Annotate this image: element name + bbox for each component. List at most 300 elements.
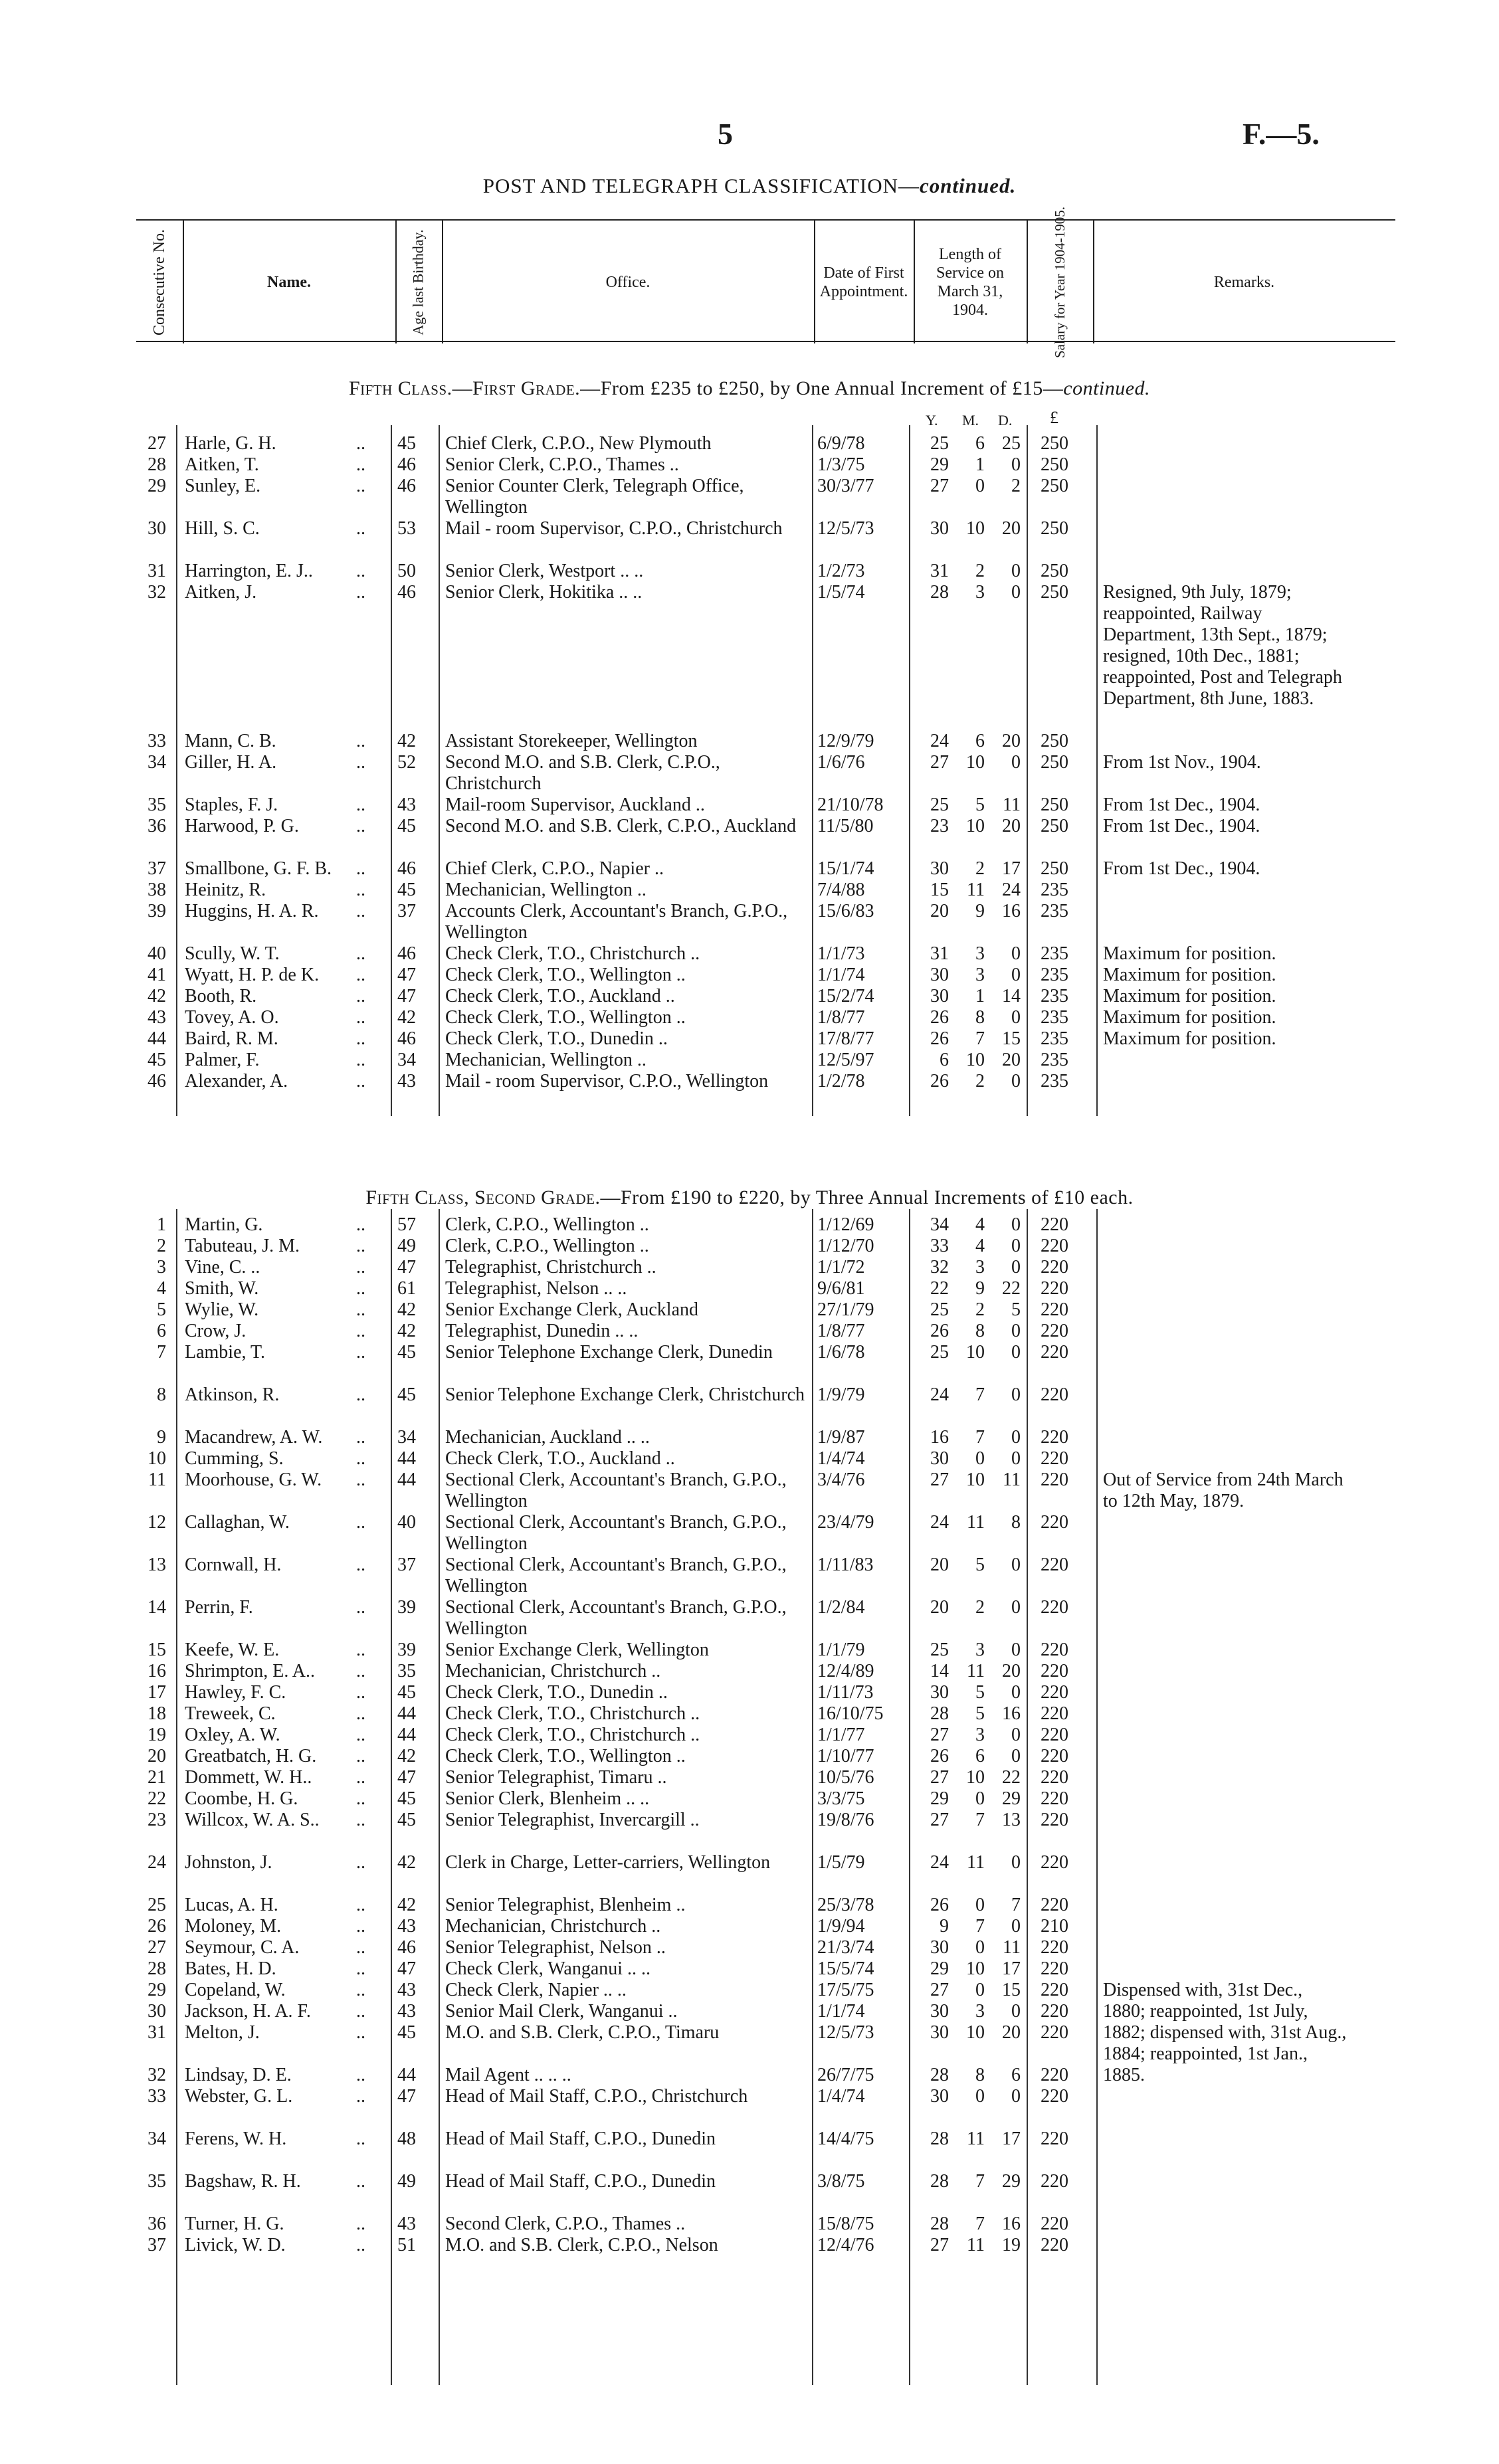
age: 46	[397, 943, 416, 964]
service-months: 10	[966, 1958, 985, 1979]
employee-name: Booth, R.	[185, 986, 257, 1006]
unit-years: Y.	[926, 412, 938, 428]
employee-name: Treweek, C.	[185, 1703, 276, 1724]
service-months: 11	[967, 1852, 985, 1873]
service-months: 6	[975, 731, 985, 751]
service-days: 0	[1011, 1384, 1021, 1405]
age: 46	[397, 582, 416, 603]
table-row	[0, 2022, 1499, 2065]
employee-name: Harle, G. H.	[185, 433, 276, 454]
employee-name: Alexander, A.	[185, 1071, 288, 1091]
page-title	[0, 174, 1499, 198]
service-days: 0	[1011, 1682, 1021, 1703]
service-months: 7	[975, 1916, 985, 1937]
service-years: 6	[940, 1050, 949, 1070]
leader-dots: ..	[356, 518, 365, 539]
service-days: 0	[1011, 1427, 1021, 1448]
consecutive-number: 36	[148, 816, 166, 836]
first-appointment-date: 14/4/75	[817, 2129, 874, 2149]
service-days: 0	[1011, 965, 1021, 985]
remarks: Maximum for position.	[1103, 1007, 1276, 1028]
service-years: 30	[930, 986, 949, 1006]
consecutive-number: 44	[148, 1028, 166, 1049]
age: 44	[397, 1448, 416, 1469]
age: 46	[397, 1028, 416, 1049]
leader-dots: ..	[356, 1512, 365, 1533]
service-days: 29	[1002, 2171, 1021, 2192]
service-months: 10	[966, 1767, 985, 1788]
employee-name: Harrington, E. J..	[185, 561, 313, 581]
service-days: 0	[1011, 582, 1021, 603]
service-years: 26	[930, 1028, 949, 1049]
age: 43	[397, 1071, 416, 1091]
remarks: Dispensed with, 31st Dec., 1880; reappointed, 1st July, 1882; dispensed with, 31st Aug., 1884; reappointed, 1st Jan., 1885.	[1103, 1980, 1347, 2085]
leader-dots: ..	[356, 2214, 365, 2234]
first-appointment-date: 21/10/78	[817, 795, 884, 815]
consecutive-number: 33	[148, 731, 166, 751]
section-heading-second-grade	[0, 1186, 1499, 1209]
table-row	[0, 1321, 1499, 1342]
office: Sectional Clerk, Accountant's Branch, G.P.O., Wellington	[445, 1512, 787, 1554]
salary: 220	[1041, 1661, 1068, 1681]
service-days: 17	[1002, 2129, 1021, 2149]
service-days: 6	[1011, 2065, 1021, 2085]
office: Senior Telegraphist, Blenheim ..	[445, 1895, 686, 1915]
employee-name: Cornwall, H.	[185, 1555, 282, 1575]
service-years: 27	[930, 752, 949, 773]
consecutive-number: 31	[148, 2022, 166, 2043]
service-days: 11	[1003, 1469, 1021, 1490]
first-appointment-date: 1/9/79	[817, 1384, 865, 1405]
table-row	[0, 1937, 1499, 1958]
age: 44	[397, 1725, 416, 1745]
leader-dots: ..	[356, 943, 365, 964]
employee-name: Bates, H. D.	[185, 1958, 276, 1979]
remarks: From 1st Dec., 1904.	[1103, 858, 1260, 879]
office: Mail - room Supervisor, C.P.O., Christchurch	[445, 518, 783, 539]
age: 46	[397, 1937, 416, 1958]
office: Head of Mail Staff, C.P.O., Christchurch	[445, 2086, 748, 2107]
page-number: 5	[718, 117, 733, 151]
employee-name: Cumming, S.	[185, 1448, 284, 1469]
service-years: 27	[930, 2235, 949, 2255]
employee-name: Tabuteau, J. M.	[185, 1236, 300, 1256]
service-months: 11	[967, 2129, 985, 2149]
office: Senior Clerk, Blenheim .. ..	[445, 1788, 650, 1809]
salary: 235	[1041, 880, 1068, 900]
service-years: 27	[930, 1725, 949, 1745]
service-years: 31	[930, 561, 949, 581]
salary: 220	[1041, 2086, 1068, 2107]
leader-dots: ..	[356, 2001, 365, 2022]
office: Mail - room Supervisor, C.P.O., Wellington	[445, 1071, 769, 1091]
service-years: 24	[930, 1512, 949, 1533]
consecutive-number: 4	[157, 1278, 166, 1299]
employee-name: Copeland, W.	[185, 1980, 286, 2000]
consecutive-number: 6	[157, 1321, 166, 1341]
table-row	[0, 1071, 1499, 1113]
consecutive-number: 35	[148, 795, 166, 815]
salary: 235	[1041, 965, 1068, 985]
section-grade: Fifth Class, Second Grade.	[365, 1186, 601, 1208]
consecutive-number: 3	[157, 1257, 166, 1278]
service-months: 0	[975, 1895, 985, 1915]
service-months: 3	[975, 965, 985, 985]
salary: 220	[1041, 2001, 1068, 2022]
first-appointment-date: 1/5/79	[817, 1852, 865, 1873]
consecutive-number: 35	[148, 2171, 166, 2192]
service-years: 30	[930, 2022, 949, 2043]
service-days: 11	[1003, 795, 1021, 815]
consecutive-number: 39	[148, 901, 166, 921]
employee-name: Hill, S. C.	[185, 518, 260, 539]
employee-name: Atkinson, R.	[185, 1384, 280, 1405]
salary: 220	[1041, 1746, 1068, 1766]
service-years: 14	[930, 1661, 949, 1681]
office: Mechanician, Auckland .. ..	[445, 1427, 650, 1448]
age: 49	[397, 1236, 416, 1256]
employee-name: Greatbatch, H. G.	[185, 1746, 317, 1766]
leader-dots: ..	[356, 454, 365, 475]
office: Clerk, C.P.O., Wellington ..	[445, 1214, 649, 1235]
consecutive-number: 21	[148, 1767, 166, 1788]
table-row	[0, 1050, 1499, 1071]
salary: 220	[1041, 1555, 1068, 1575]
salary: 250	[1041, 582, 1068, 603]
service-months: 10	[966, 1469, 985, 1490]
consecutive-number: 38	[148, 880, 166, 900]
age: 44	[397, 2065, 416, 2085]
service-days: 0	[1011, 454, 1021, 475]
first-appointment-date: 12/5/97	[817, 1050, 874, 1070]
salary: 220	[1041, 1682, 1068, 1703]
salary: 220	[1041, 1767, 1068, 1788]
service-months: 7	[975, 1384, 985, 1405]
office: Check Clerk, Wanganui .. ..	[445, 1958, 651, 1979]
salary: 220	[1041, 2065, 1068, 2085]
age: 42	[397, 1299, 416, 1320]
leader-dots: ..	[356, 1342, 365, 1363]
first-appointment-date: 15/8/75	[817, 2214, 874, 2234]
table-row	[0, 752, 1499, 795]
first-appointment-date: 1/10/77	[817, 1746, 874, 1766]
service-months: 4	[975, 1236, 985, 1256]
age: 43	[397, 1980, 416, 2000]
table-row	[0, 795, 1499, 816]
salary: 250	[1041, 433, 1068, 454]
age: 45	[397, 433, 416, 454]
first-appointment-date: 1/1/77	[817, 1725, 865, 1745]
service-years: 24	[930, 731, 949, 751]
office: Telegraphist, Christchurch ..	[445, 1257, 656, 1278]
leader-dots: ..	[356, 1746, 365, 1766]
employee-name: Melton, J.	[185, 2022, 260, 2043]
salary: 220	[1041, 1384, 1068, 1405]
service-days: 0	[1011, 752, 1021, 773]
salary: 250	[1041, 518, 1068, 539]
age: 34	[397, 1427, 416, 1448]
consecutive-number: 37	[148, 2235, 166, 2255]
salary: 235	[1041, 1028, 1068, 1049]
first-appointment-date: 19/8/76	[817, 1810, 874, 1830]
employee-name: Perrin, F.	[185, 1597, 253, 1618]
office: Clerk, C.P.O., Wellington ..	[445, 1236, 649, 1256]
age: 43	[397, 1916, 416, 1937]
service-days: 16	[1002, 901, 1021, 921]
service-years: 25	[930, 433, 949, 454]
service-days: 20	[1002, 1050, 1021, 1070]
age: 37	[397, 901, 416, 921]
first-appointment-date: 1/2/78	[817, 1071, 865, 1091]
service-months: 8	[975, 1007, 985, 1028]
consecutive-number: 45	[148, 1050, 166, 1070]
service-months: 3	[975, 1725, 985, 1745]
office: Senior Mail Clerk, Wanganui ..	[445, 2001, 678, 2022]
service-days: 0	[1011, 561, 1021, 581]
office: Senior Exchange Clerk, Auckland	[445, 1299, 699, 1320]
consecutive-number: 33	[148, 2086, 166, 2107]
service-days: 8	[1011, 1512, 1021, 1533]
leader-dots: ..	[356, 2086, 365, 2107]
salary: 220	[1041, 1958, 1068, 1979]
age: 42	[397, 1007, 416, 1028]
table-row	[0, 1427, 1499, 1448]
service-days: 0	[1011, 1257, 1021, 1278]
salary: 220	[1041, 1469, 1068, 1490]
service-months: 7	[975, 1427, 985, 1448]
first-appointment-date: 1/12/70	[817, 1236, 874, 1256]
service-years: 29	[930, 1958, 949, 1979]
service-days: 17	[1002, 1958, 1021, 1979]
service-months: 2	[975, 1299, 985, 1320]
leader-dots: ..	[356, 1469, 365, 1490]
employee-name: Vine, C. ..	[185, 1257, 260, 1278]
employee-name: Jackson, H. A. F.	[185, 2001, 311, 2022]
service-days: 20	[1002, 518, 1021, 539]
service-years: 33	[930, 1236, 949, 1256]
office: Senior Counter Clerk, Telegraph Office, Wellington	[445, 476, 744, 518]
office: Second M.O. and S.B. Clerk, C.P.O., Christchurch	[445, 752, 720, 794]
employee-name: Huggins, H. A. R.	[185, 901, 319, 921]
service-years: 30	[930, 2001, 949, 2022]
service-months: 0	[975, 1980, 985, 2000]
leader-dots: ..	[356, 2022, 365, 2043]
service-years: 28	[930, 2214, 949, 2234]
salary: 235	[1041, 1071, 1068, 1091]
leader-dots: ..	[356, 1810, 365, 1830]
office: Mechanician, Christchurch ..	[445, 1661, 661, 1681]
service-months: 10	[966, 1342, 985, 1363]
leader-dots: ..	[356, 1980, 365, 2000]
table-row	[0, 858, 1499, 880]
office: Assistant Storekeeper, Wellington	[445, 731, 698, 751]
service-days: 25	[1002, 433, 1021, 454]
table-row	[0, 816, 1499, 858]
salary: 220	[1041, 1852, 1068, 1873]
remarks: From 1st Dec., 1904.	[1103, 816, 1260, 836]
salary: 220	[1041, 1810, 1068, 1830]
salary: 250	[1041, 454, 1068, 475]
office: Mail Agent .. .. ..	[445, 2065, 571, 2085]
salary: 235	[1041, 943, 1068, 964]
first-appointment-date: 3/8/75	[817, 2171, 865, 2192]
service-months: 0	[975, 476, 985, 496]
service-years: 30	[930, 2086, 949, 2107]
service-months: 11	[967, 880, 985, 900]
section-text: —From £235 to £250, by One Annual Increment of £15—	[580, 377, 1064, 399]
consecutive-number: 14	[148, 1597, 166, 1618]
employee-name: Aitken, J.	[185, 582, 257, 603]
service-days: 0	[1011, 1007, 1021, 1028]
employee-name: Harwood, P. G.	[185, 816, 299, 836]
age: 45	[397, 1788, 416, 1809]
section-grade: Fifth Class.—First Grade.	[348, 377, 581, 399]
table-row	[0, 1788, 1499, 1810]
table-row	[0, 1236, 1499, 1257]
employee-name: Wyatt, H. P. de K.	[185, 965, 320, 985]
service-months: 0	[975, 1788, 985, 1809]
first-appointment-date: 17/5/75	[817, 1980, 874, 2000]
consecutive-number: 34	[148, 2129, 166, 2149]
table-row	[0, 2171, 1499, 2214]
age: 39	[397, 1640, 416, 1660]
table-row	[0, 1597, 1499, 1640]
service-days: 0	[1011, 1597, 1021, 1618]
salary: 220	[1041, 2235, 1068, 2255]
age: 48	[397, 2129, 416, 2149]
first-appointment-date: 1/4/74	[817, 2086, 865, 2107]
table-row	[0, 2214, 1499, 2235]
service-years: 27	[930, 1767, 949, 1788]
employee-name: Giller, H. A.	[185, 752, 277, 773]
service-months: 11	[967, 1512, 985, 1533]
salary: 220	[1041, 1703, 1068, 1724]
first-appointment-date: 27/1/79	[817, 1299, 874, 1320]
first-appointment-date: 15/2/74	[817, 986, 874, 1006]
service-years: 31	[930, 943, 949, 964]
age: 47	[397, 986, 416, 1006]
office: Sectional Clerk, Accountant's Branch, G.P.O., Wellington	[445, 1597, 787, 1639]
service-months: 10	[966, 752, 985, 773]
service-days: 0	[1011, 1236, 1021, 1256]
first-appointment-date: 1/1/74	[817, 2001, 865, 2022]
first-appointment-date: 25/3/78	[817, 1895, 874, 1915]
first-appointment-date: 12/4/89	[817, 1661, 874, 1681]
table-row	[0, 2129, 1499, 2171]
service-months: 2	[975, 1597, 985, 1618]
service-months: 10	[966, 2022, 985, 2043]
table-row	[0, 1555, 1499, 1597]
consecutive-number: 32	[148, 2065, 166, 2085]
table-row	[0, 1469, 1499, 1512]
office: Check Clerk, T.O., Wellington ..	[445, 1007, 686, 1028]
table-row	[0, 1257, 1499, 1278]
section-text: —From £190 to £220, by Three Annual Increments of £10 each.	[600, 1186, 1134, 1208]
age: 35	[397, 1661, 416, 1681]
table-row	[0, 1512, 1499, 1555]
first-appointment-date: 30/3/77	[817, 476, 874, 496]
employee-name: Dommett, W. H..	[185, 1767, 312, 1788]
office: Mail-room Supervisor, Auckland ..	[445, 795, 705, 815]
first-appointment-date: 1/3/75	[817, 454, 865, 475]
consecutive-number: 5	[157, 1299, 166, 1320]
first-appointment-date: 3/3/75	[817, 1788, 865, 1809]
service-years: 20	[930, 901, 949, 921]
service-years: 26	[930, 1321, 949, 1341]
office: Check Clerk, T.O., Wellington ..	[445, 965, 686, 985]
service-years: 28	[930, 1703, 949, 1724]
consecutive-number: 25	[148, 1895, 166, 1915]
service-years: 27	[930, 1980, 949, 2000]
age: 45	[397, 1810, 416, 1830]
service-days: 0	[1011, 2001, 1021, 2022]
table-row	[0, 476, 1499, 518]
service-days: 17	[1002, 858, 1021, 879]
service-years: 28	[930, 2171, 949, 2192]
leader-dots: ..	[356, 433, 365, 454]
service-days: 19	[1002, 2235, 1021, 2255]
salary: 235	[1041, 901, 1068, 921]
first-appointment-date: 15/6/83	[817, 901, 874, 921]
salary: 210	[1041, 1916, 1068, 1937]
employee-name: Heinitz, R.	[185, 880, 266, 900]
employee-name: Baird, R. M.	[185, 1028, 278, 1049]
leader-dots: ..	[356, 1427, 365, 1448]
service-months: 3	[975, 1640, 985, 1660]
salary: 250	[1041, 476, 1068, 496]
salary: 220	[1041, 1937, 1068, 1958]
table-row	[0, 1746, 1499, 1767]
consecutive-number: 34	[148, 752, 166, 773]
salary: 250	[1041, 752, 1068, 773]
leader-dots: ..	[356, 816, 365, 836]
service-years: 27	[930, 1469, 949, 1490]
service-days: 16	[1002, 2214, 1021, 2234]
service-months: 10	[966, 1050, 985, 1070]
service-years: 34	[930, 1214, 949, 1235]
table-row	[0, 1299, 1499, 1321]
office: Telegraphist, Dunedin .. ..	[445, 1321, 639, 1341]
service-months: 8	[975, 1321, 985, 1341]
service-days: 13	[1002, 1810, 1021, 1830]
table-row	[0, 1214, 1499, 1236]
service-days: 5	[1011, 1299, 1021, 1320]
service-days: 0	[1011, 2086, 1021, 2107]
service-months: 9	[975, 1278, 985, 1299]
salary: 220	[1041, 2022, 1068, 2043]
service-years: 30	[930, 858, 949, 879]
office: Chief Clerk, C.P.O., New Plymouth	[445, 433, 712, 454]
unit-months: M.	[962, 412, 979, 428]
first-appointment-date: 12/4/76	[817, 2235, 874, 2255]
employee-name: Oxley, A. W.	[185, 1725, 280, 1745]
first-appointment-date: 10/5/76	[817, 1767, 874, 1788]
leader-dots: ..	[356, 1321, 365, 1341]
leader-dots: ..	[356, 1071, 365, 1091]
office: Clerk in Charge, Letter-carriers, Wellington	[445, 1852, 771, 1873]
leader-dots: ..	[356, 1916, 365, 1937]
employee-name: Staples, F. J.	[185, 795, 278, 815]
office: Check Clerk, T.O., Wellington ..	[445, 1746, 686, 1766]
leader-dots: ..	[356, 901, 365, 921]
first-appointment-date: 1/2/84	[817, 1597, 865, 1618]
office: Mechanician, Wellington ..	[445, 1050, 647, 1070]
first-appointment-date: 1/11/73	[817, 1682, 874, 1703]
first-grade-table	[0, 433, 1499, 1113]
service-months: 5	[975, 795, 985, 815]
leader-dots: ..	[356, 1852, 365, 1873]
first-appointment-date: 12/9/79	[817, 731, 874, 751]
